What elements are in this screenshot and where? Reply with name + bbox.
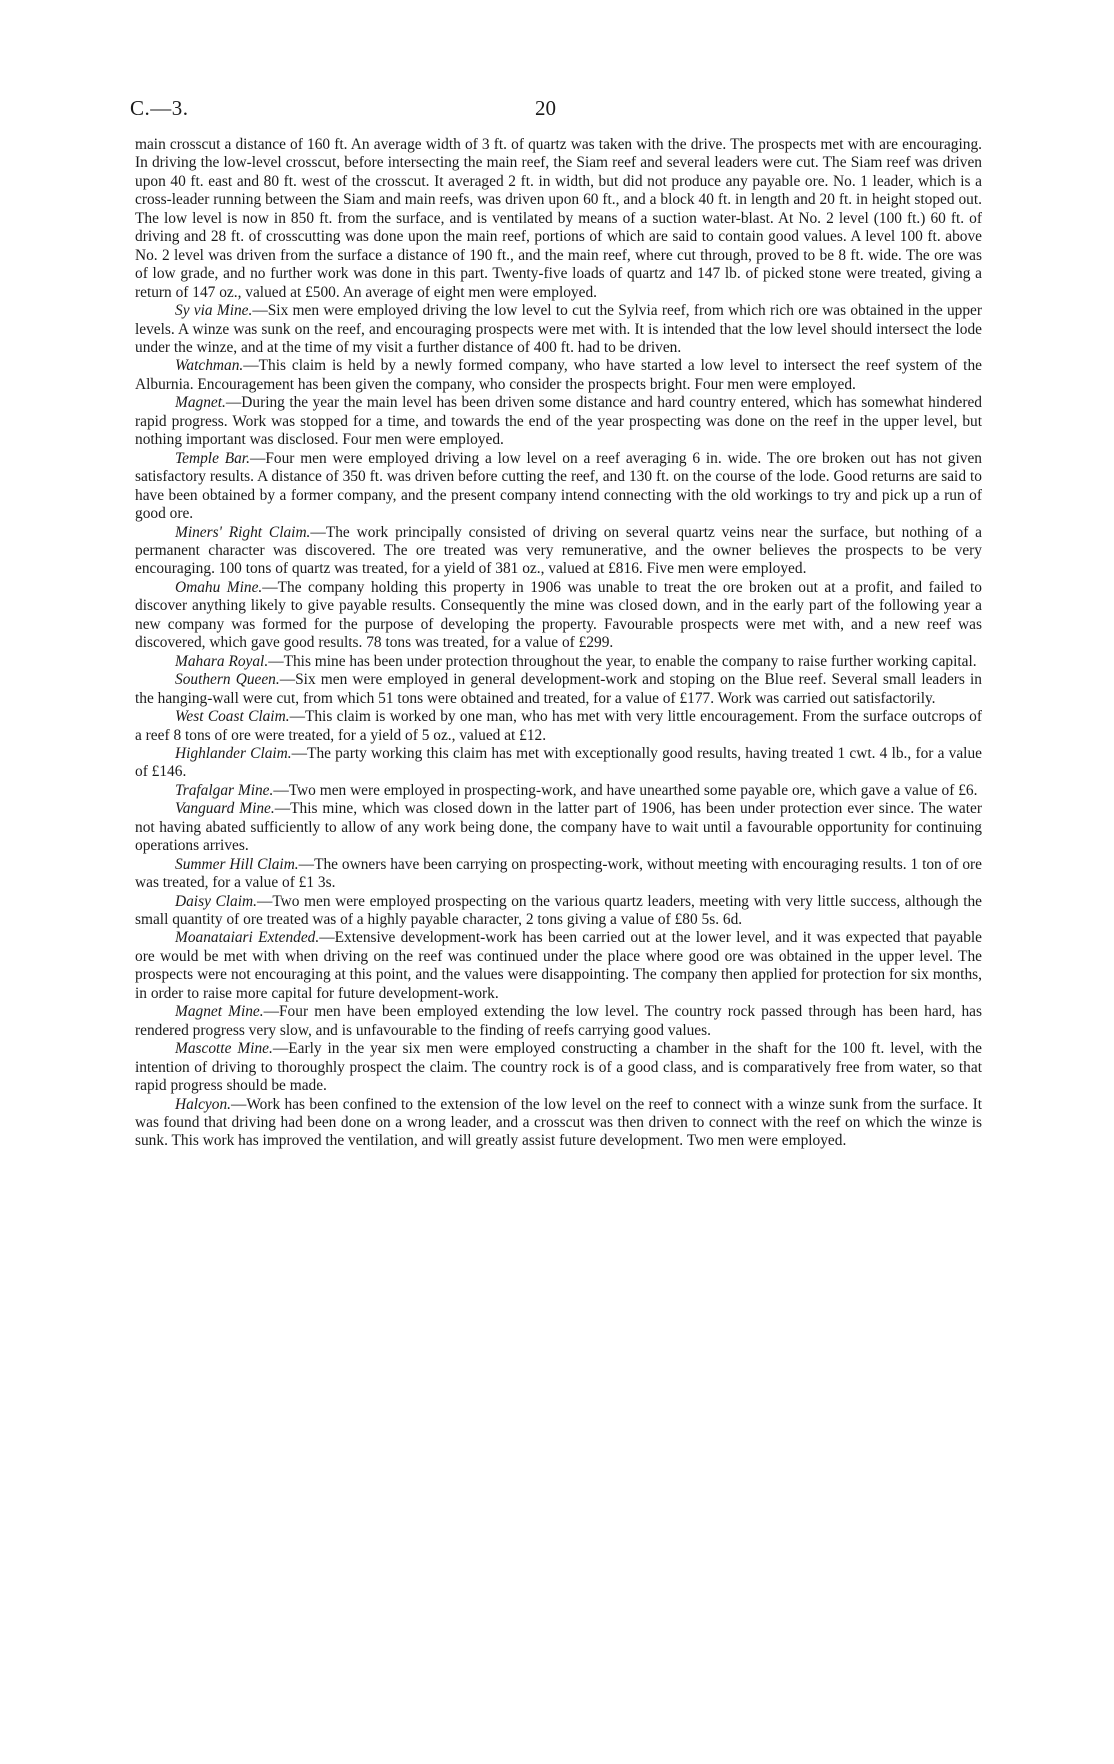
page-number: 20 (535, 96, 556, 120)
section-paragraph (135, 1003, 982, 1040)
section-text: —Six men were employed driving the low level to cut the Sylvia reef, from which rich ore was obtained in the upper levels. A winze was sunk on the reef, and encouraging prospects were met with. It is intended that the low level should intersect the lode under the winze, and at the time of my visit a further distance of 400 ft. had to be driven. (135, 302, 982, 356)
section-paragraph (135, 394, 982, 449)
mine-name: Omahu Mine. (175, 578, 263, 596)
section-paragraph (135, 782, 982, 800)
section-paragraph (135, 653, 982, 671)
section-paragraph (135, 450, 982, 524)
section-paragraph (135, 1096, 982, 1151)
mine-name: Magnet. (175, 394, 226, 412)
mine-name: Mahara Royal. (175, 652, 269, 670)
mine-name: Summer Hill Claim. (175, 855, 299, 873)
section-text: —This claim is worked by one man, who has met with very little encouragement. From the surface outcrops of a reef 8 tons of ore were treated, for a yield of 5 oz., valued at £12. (135, 708, 982, 744)
mine-name: Halcyon. (175, 1095, 231, 1113)
mine-name: Vanguard Mine. (175, 800, 275, 818)
mine-name: Moanataiari Extended. (175, 929, 320, 947)
section-paragraph (135, 800, 982, 855)
section-text: —Six men were employed in general development-work and stoping on the Blue reef. Several small leaders in the hanging-wall were cut, from which 51 tons were obtained and treated, for a value of £177. Work was carried out satisfactorily. (135, 671, 982, 707)
section-text: —The work principally consisted of driving on several quartz veins near the surface, but nothing of a permanent character was discovered. The ore treated was very remunerative, and the owner believes the prospects to be very encouraging. 100 tons of quartz was treated, for a yield of 381 oz., valued at £816. Five men were employed. (135, 523, 982, 578)
section-paragraph (135, 671, 982, 708)
section-text: —Extensive development-work has been carried out at the lower level, and it was expected that payable ore would be met with when driving on the reef was continued under the place where good ore was obtained in the upper level. The prospects were not encouraging at this point, and the values were disappointing. The company then applied for protection for six months, in order to raise more capital for future development-work. (135, 929, 982, 1002)
section-paragraph (135, 524, 982, 579)
section-text: —Two men were employed in prospecting-work, and have unearthed some payable ore, which gave a value of £6. (273, 781, 978, 799)
section-text: —Four men were employed driving a low level on a reef averaging 6 in. wide. The ore broken out has not given satisfactory results. A distance of 350 ft. was driven before cutting the reef, and 130 ft. on the course of the lode. Good returns are said to have been obtained by a former company, and the present company intend connecting with the old workings to try and pick up a run of good ore. (135, 449, 983, 523)
section-text: —Two men were employed prospecting on the various quartz leaders, meeting with very little success, although the small quantity of ore treated was of a highly payable character, 2 tons giving a value of £80 5s. 6d. (135, 892, 982, 929)
mine-name: Highlander Claim. (175, 744, 292, 762)
section-paragraph (135, 745, 982, 782)
section-paragraph (135, 708, 982, 745)
mine-name: Trafalgar Mine. (175, 781, 274, 799)
section-paragraph (135, 856, 982, 893)
section-text: —The party working this claim has met with exceptionally good results, having treated 1 cwt. 4 lb., for a value of £146. (135, 744, 982, 781)
section-paragraph (135, 302, 982, 357)
mine-name: Magnet Mine. (175, 1003, 264, 1021)
mine-name: Sy via Mine. (175, 302, 253, 320)
report-body (135, 136, 982, 1151)
section-text: —This mine has been under protection throughout the year, to enable the company to raise further working capital. (268, 652, 977, 670)
section-text: —Work has been confined to the extension of the low level on the reef to connect with a winze sunk from the surface. It was found that driving had been done on a wrong leader, and a crosscut was then driven to connect with the reef on which the winze is sunk. This work has improved the ventilation, and will greatly assist future development. Two men were employed. (135, 1095, 982, 1150)
section-text: —This mine, which was closed down in the latter part of 1906, has been under protection ever since. The water not having abated sufficiently to allow of any work being done, the company have to wait until a favourable opportunity for continuing operations arrives. (135, 800, 982, 855)
section-text: —The company holding this property in 1906 was unable to treat the ore broken out at a profit, and failed to discover anything likely to give payable results. Consequently the mine was closed down, and in the early part of the following year a new company was formed for the purpose of developing the property. Favourable prospects were met with, and a new reef was discovered, which gave good results. 78 tons was treated, for a value of £299. (135, 578, 982, 652)
section-paragraph (135, 579, 982, 653)
section-paragraph (135, 357, 982, 394)
section-text: —This claim is held by a newly formed company, who have started a low level to intersect the reef system of the Alburnia. Encouragement has been given the company, who consider the prospects bright. Four men were employed. (135, 357, 982, 393)
section-paragraph (135, 1040, 982, 1095)
section-paragraph (135, 893, 982, 930)
mine-name: Southern Queen. (175, 671, 280, 689)
section-paragraph (135, 929, 982, 1003)
intro-paragraph: main crosscut a distance of 160 ft. An average width of 3 ft. of quartz was taken with the drive. The prospects met with are encouraging. In driving the low-level crosscut, before intersecting the main reef, the Siam reef and several leaders were cut. The Siam reef was driven upon 40 ft. east and 80 ft. west of the crosscut. It averaged 2 ft. in width, but did not produce any payable ore. No. 1 leader, which is a cross-leader running between the Siam and main reefs, was driven upon 60 ft., and a block 40 ft. in length and 20 ft. in height stoped out. The low level is now in 850 ft. from the surface, and is ventilated by means of a suction water-blast. At No. 2 level (100 ft.) 60 ft. of driving and 28 ft. of crosscutting was done upon the main reef, portions of which are said to contain good values. A level 100 ft. above No. 2 level was driven from the surface a distance of 190 ft., and the main reef, where cut through, proved to be 8 ft. wide. The ore was of low grade, and no further work was done in this part. Twenty-five loads of quartz and 147 lb. of picked stone were treated, giving a return of 147 oz., valued at £500. An average of eight men were employed. (135, 136, 982, 301)
mine-name: Mascotte Mine. (175, 1040, 273, 1058)
section-text: —During the year the main level has been driven some distance and hard country entered, which has somewhat hindered rapid progress. Work was stopped for a time, and towards the end of the year prospecting was done on the reef in the upper level, but nothing important was disclosed. Four men were employed. (135, 394, 982, 449)
mine-name: West Coast Claim. (175, 708, 290, 726)
page-header (130, 96, 990, 124)
section-text: —Four men have been employed extending the low level. The country rock passed through has been hard, has rendered progress very slow, and is unfavourable to the finding of reefs carrying good values. (135, 1003, 982, 1039)
mine-name: Watchman. (175, 357, 244, 375)
document-reference: C.—3. (130, 96, 189, 120)
section-text: —Early in the year six men were employed constructing a chamber in the shaft for the 100 ft. level, with the intention of driving to thoroughly prospect the claim. The country rock is of a good class, and is comparatively free from water, so that rapid progress should be made. (135, 1040, 983, 1095)
section-text: —The owners have been carrying on prospecting-work, without meeting with encouraging results. 1 ton of ore was treated, for a value of £1 3s. (135, 855, 983, 892)
mine-name: Temple Bar. (175, 449, 250, 467)
mine-name: Miners' Right Claim. (175, 523, 311, 541)
mine-name: Daisy Claim. (175, 892, 257, 910)
